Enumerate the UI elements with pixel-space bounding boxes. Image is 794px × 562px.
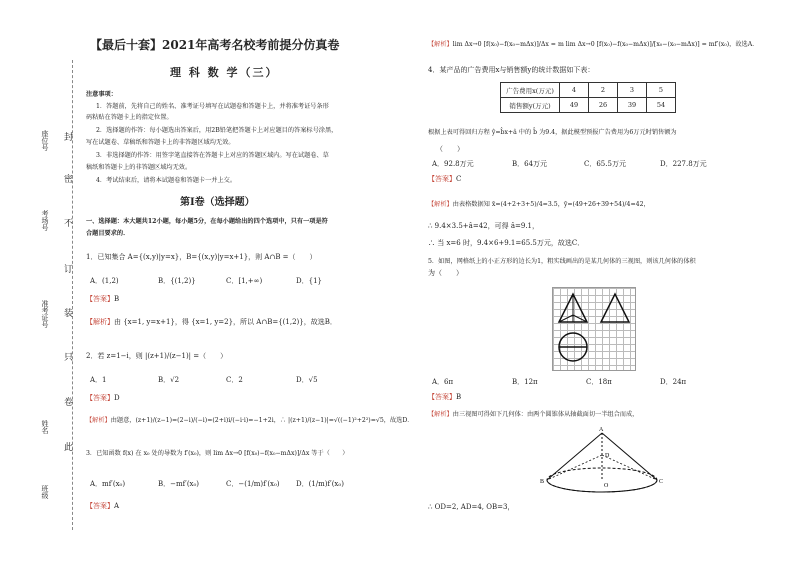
- notice-line: 码粘贴在答题卡上的指定位置。: [86, 114, 173, 121]
- seal-char-6: 只: [64, 353, 74, 363]
- notice-line: 4．考试结束后，请将本试题卷和答题卡一并上交。: [96, 177, 237, 184]
- field-admission-number: 准考证号: [41, 300, 49, 328]
- analysis-tag: 【解析】: [86, 417, 111, 424]
- q5-analysis-2: ∴ OD=2, AD=4, OB=3，: [428, 503, 515, 511]
- table-row: [501, 98, 676, 113]
- answer-tag: 【答案】: [428, 175, 456, 183]
- answer-value: B: [456, 393, 462, 401]
- q3-stem: 3．已知函数 f(x) 在 x₀ 处的导数为 f′(x₀)，则 lim Δx→0 [f(x₀)−f(x₀−mΔx)]/Δx 等于（ ）: [86, 450, 349, 457]
- q5-option-b: B．12π: [512, 378, 538, 386]
- q5-analysis: [428, 410, 638, 419]
- seal-char-8: 此: [64, 443, 74, 453]
- q1-analysis: [86, 318, 337, 327]
- q3-analysis: [428, 40, 758, 49]
- table-cell: 4: [560, 83, 589, 98]
- field-exam-room: 考场号: [41, 210, 49, 231]
- answer-tag: 【答案】: [86, 394, 114, 402]
- analysis-text: 由题意，(z+1)/(z−1)=(2−i)/(−i)=(2+i)i/(−i·i)=−1+2i，∴ |(z+1)/(z−1)|=√((−1)²+2²)=√5，故选D．: [110, 417, 414, 424]
- point-label: B: [540, 479, 545, 485]
- q4-option-b: B．64万元: [512, 160, 548, 168]
- seal-char-1: 封: [64, 133, 74, 143]
- q5-option-d: D．24π: [660, 378, 687, 386]
- q2-analysis: [86, 416, 413, 425]
- point-label: C: [659, 479, 664, 485]
- q2-option-b: B．√2: [158, 376, 180, 384]
- q1-option-b: B．{(1,2)}: [158, 277, 196, 285]
- q4-analysis: [428, 200, 650, 209]
- section-intro: 合题目要求的．: [86, 230, 130, 237]
- notice-line: 写在试题卷、草稿纸和答题卡上的非答题区域均无效。: [86, 139, 235, 146]
- q2-option-a: A．1: [90, 376, 107, 384]
- q1-answer: [86, 295, 119, 304]
- seal-char-2: 密: [64, 175, 74, 185]
- q5-stem: 5．如图，网格纸上的小正方形的边长为1，粗实线画出的是某几何体的三视图，则该几何体的体积: [428, 258, 696, 265]
- table-cell: 5: [647, 83, 676, 98]
- q3-option-a: A．mf′(x₀): [90, 480, 126, 488]
- answer-value: C: [456, 175, 462, 183]
- q2-option-c: C．2: [226, 376, 243, 384]
- q2-stem: 2．若 z=1−i，则 |(z+1)/(z−1)| =（ ）: [86, 352, 228, 360]
- table-cell: 广告费用x(万元): [501, 83, 560, 98]
- q4-analysis-2: ∴ 9.4×3.5+â=42，可得 â=9.1，: [428, 222, 540, 230]
- answer-tag: 【答案】: [86, 295, 114, 303]
- answer-value: D: [114, 394, 120, 402]
- q3-option-d: D．(1/m)f′(x₀): [296, 480, 344, 488]
- q4-answer: [428, 175, 461, 184]
- table-cell: 26: [589, 98, 618, 113]
- q5-answer: [428, 393, 461, 402]
- point-label: D: [605, 453, 610, 459]
- analysis-tag: 【解析】: [428, 201, 453, 208]
- page-title: 【最后十套】2021年高考名校考前提分仿真卷: [90, 38, 340, 52]
- q5-option-a: A．6π: [432, 378, 454, 386]
- notice-line: 1．答题前，先将自己的姓名、准考证号填写在试题卷和答题卡上，并将准考证号条形: [96, 103, 329, 110]
- seal-char-5: 装: [64, 309, 74, 319]
- table-cell: 销售额y(万元): [501, 98, 560, 113]
- seal-char-7: 卷: [64, 398, 74, 408]
- seal-char-3: 不: [64, 219, 74, 229]
- table-cell: 2: [589, 83, 618, 98]
- point-label: A: [599, 427, 604, 433]
- q1-option-a: A．(1,2): [90, 277, 119, 285]
- q4-data-table: [500, 82, 676, 113]
- q4-option-a: A．92.8万元: [432, 160, 474, 168]
- table-row: [501, 83, 676, 98]
- notice-line: 稿纸和答题卡上的非答题区域均无效。: [86, 164, 192, 171]
- three-view-figure: [552, 287, 636, 371]
- section-intro: 一、选择题：本大题共12小题，每小题5分，在每小题给出的四个选项中，只有一项是符: [86, 218, 328, 225]
- table-cell: 39: [618, 98, 647, 113]
- analysis-tag: 【解析】: [428, 41, 453, 48]
- analysis-text: 由表格数据知 x̄=(4+2+3+5)/4=3.5，ȳ=(49+26+39+54)/4=42，: [452, 201, 650, 208]
- q4-option-c: C．65.5万元: [584, 160, 626, 168]
- notice-line: 3．非选择题的作答：用签字笔直接答在答题卡上对应的答题区域内。写在试题卷、草: [96, 152, 329, 159]
- answer-tag: 【答案】: [428, 393, 456, 401]
- q4-paren: （ ）: [436, 145, 464, 153]
- q2-option-d: D．√5: [296, 376, 318, 384]
- q3-option-b: B．−mf′(x₀): [158, 480, 200, 488]
- field-class: 班级: [41, 485, 49, 499]
- field-name: 姓名: [41, 420, 49, 434]
- q4-option-d: D．227.8万元: [660, 160, 707, 168]
- q4-stem-2: 根据上表可得回归方程 ŷ=b̂x+â 中的 b̂ 为9.4，据此模型预报广告费用为6万元时销售额为: [428, 129, 677, 136]
- q5-option-c: C．18π: [586, 378, 612, 386]
- table-cell: 3: [618, 83, 647, 98]
- solid-figure: [540, 425, 670, 500]
- point-label: O: [604, 483, 609, 489]
- table-cell: 49: [560, 98, 589, 113]
- q1-option-c: C．[1,+∞): [226, 277, 263, 285]
- q4-stem: 4．某产品的广告费用x与销售额y的统计数据如下表：: [428, 66, 595, 74]
- q3-option-c: C．−(1/m)f′(x₀): [226, 480, 280, 488]
- seal-char-4: 订: [64, 265, 74, 275]
- analysis-text: lim Δx→0 [f(x₀)−f(x₀−mΔx)]/Δx = m lim Δx→0 [f(x₀)−f(x₀−mΔx)]/[x₀−(x₀−mΔx)] = mf′(x₀)，故选A．: [452, 41, 759, 48]
- notice-line: 2．选择题的作答：每小题选出答案后，用2B铅笔把答题卡上对应题目的答案标号涂黑，: [96, 127, 338, 134]
- answer-value: B: [114, 295, 120, 303]
- notice-heading: 注意事项：: [86, 91, 117, 98]
- page-subtitle: 理 科 数 学（三）: [170, 66, 279, 79]
- q1-stem: 1．已知集合 A={(x,y)|y=x}，B={(x,y)|y=x+1}，则 A∩B =（ ）: [86, 253, 317, 261]
- answer-value: A: [114, 502, 120, 510]
- analysis-tag: 【解析】: [86, 318, 114, 326]
- q2-answer: [86, 394, 120, 403]
- q3-answer: [86, 502, 119, 511]
- table-cell: 54: [647, 98, 676, 113]
- answer-tag: 【答案】: [86, 502, 114, 510]
- q4-analysis-3: ∴ 当 x=6 时，9.4×6+9.1=65.5万元，故选C．: [428, 239, 585, 247]
- q1-option-d: D．{1}: [296, 277, 322, 285]
- section-title: 第Ⅰ卷（选择题）: [180, 197, 255, 208]
- field-seat-number: 座位号: [41, 130, 49, 151]
- analysis-tag: 【解析】: [428, 411, 453, 418]
- analysis-text: 由 {x=1, y=x+1}，得 {x=1, y=2}，所以 A∩B={(1,2)}，故选B．: [114, 318, 337, 326]
- q5-stem-2: 为（ ）: [428, 269, 463, 277]
- analysis-text: 由三视图可得如下几何体：由两个圆锥体从轴截面切一半组合而成，: [452, 411, 639, 418]
